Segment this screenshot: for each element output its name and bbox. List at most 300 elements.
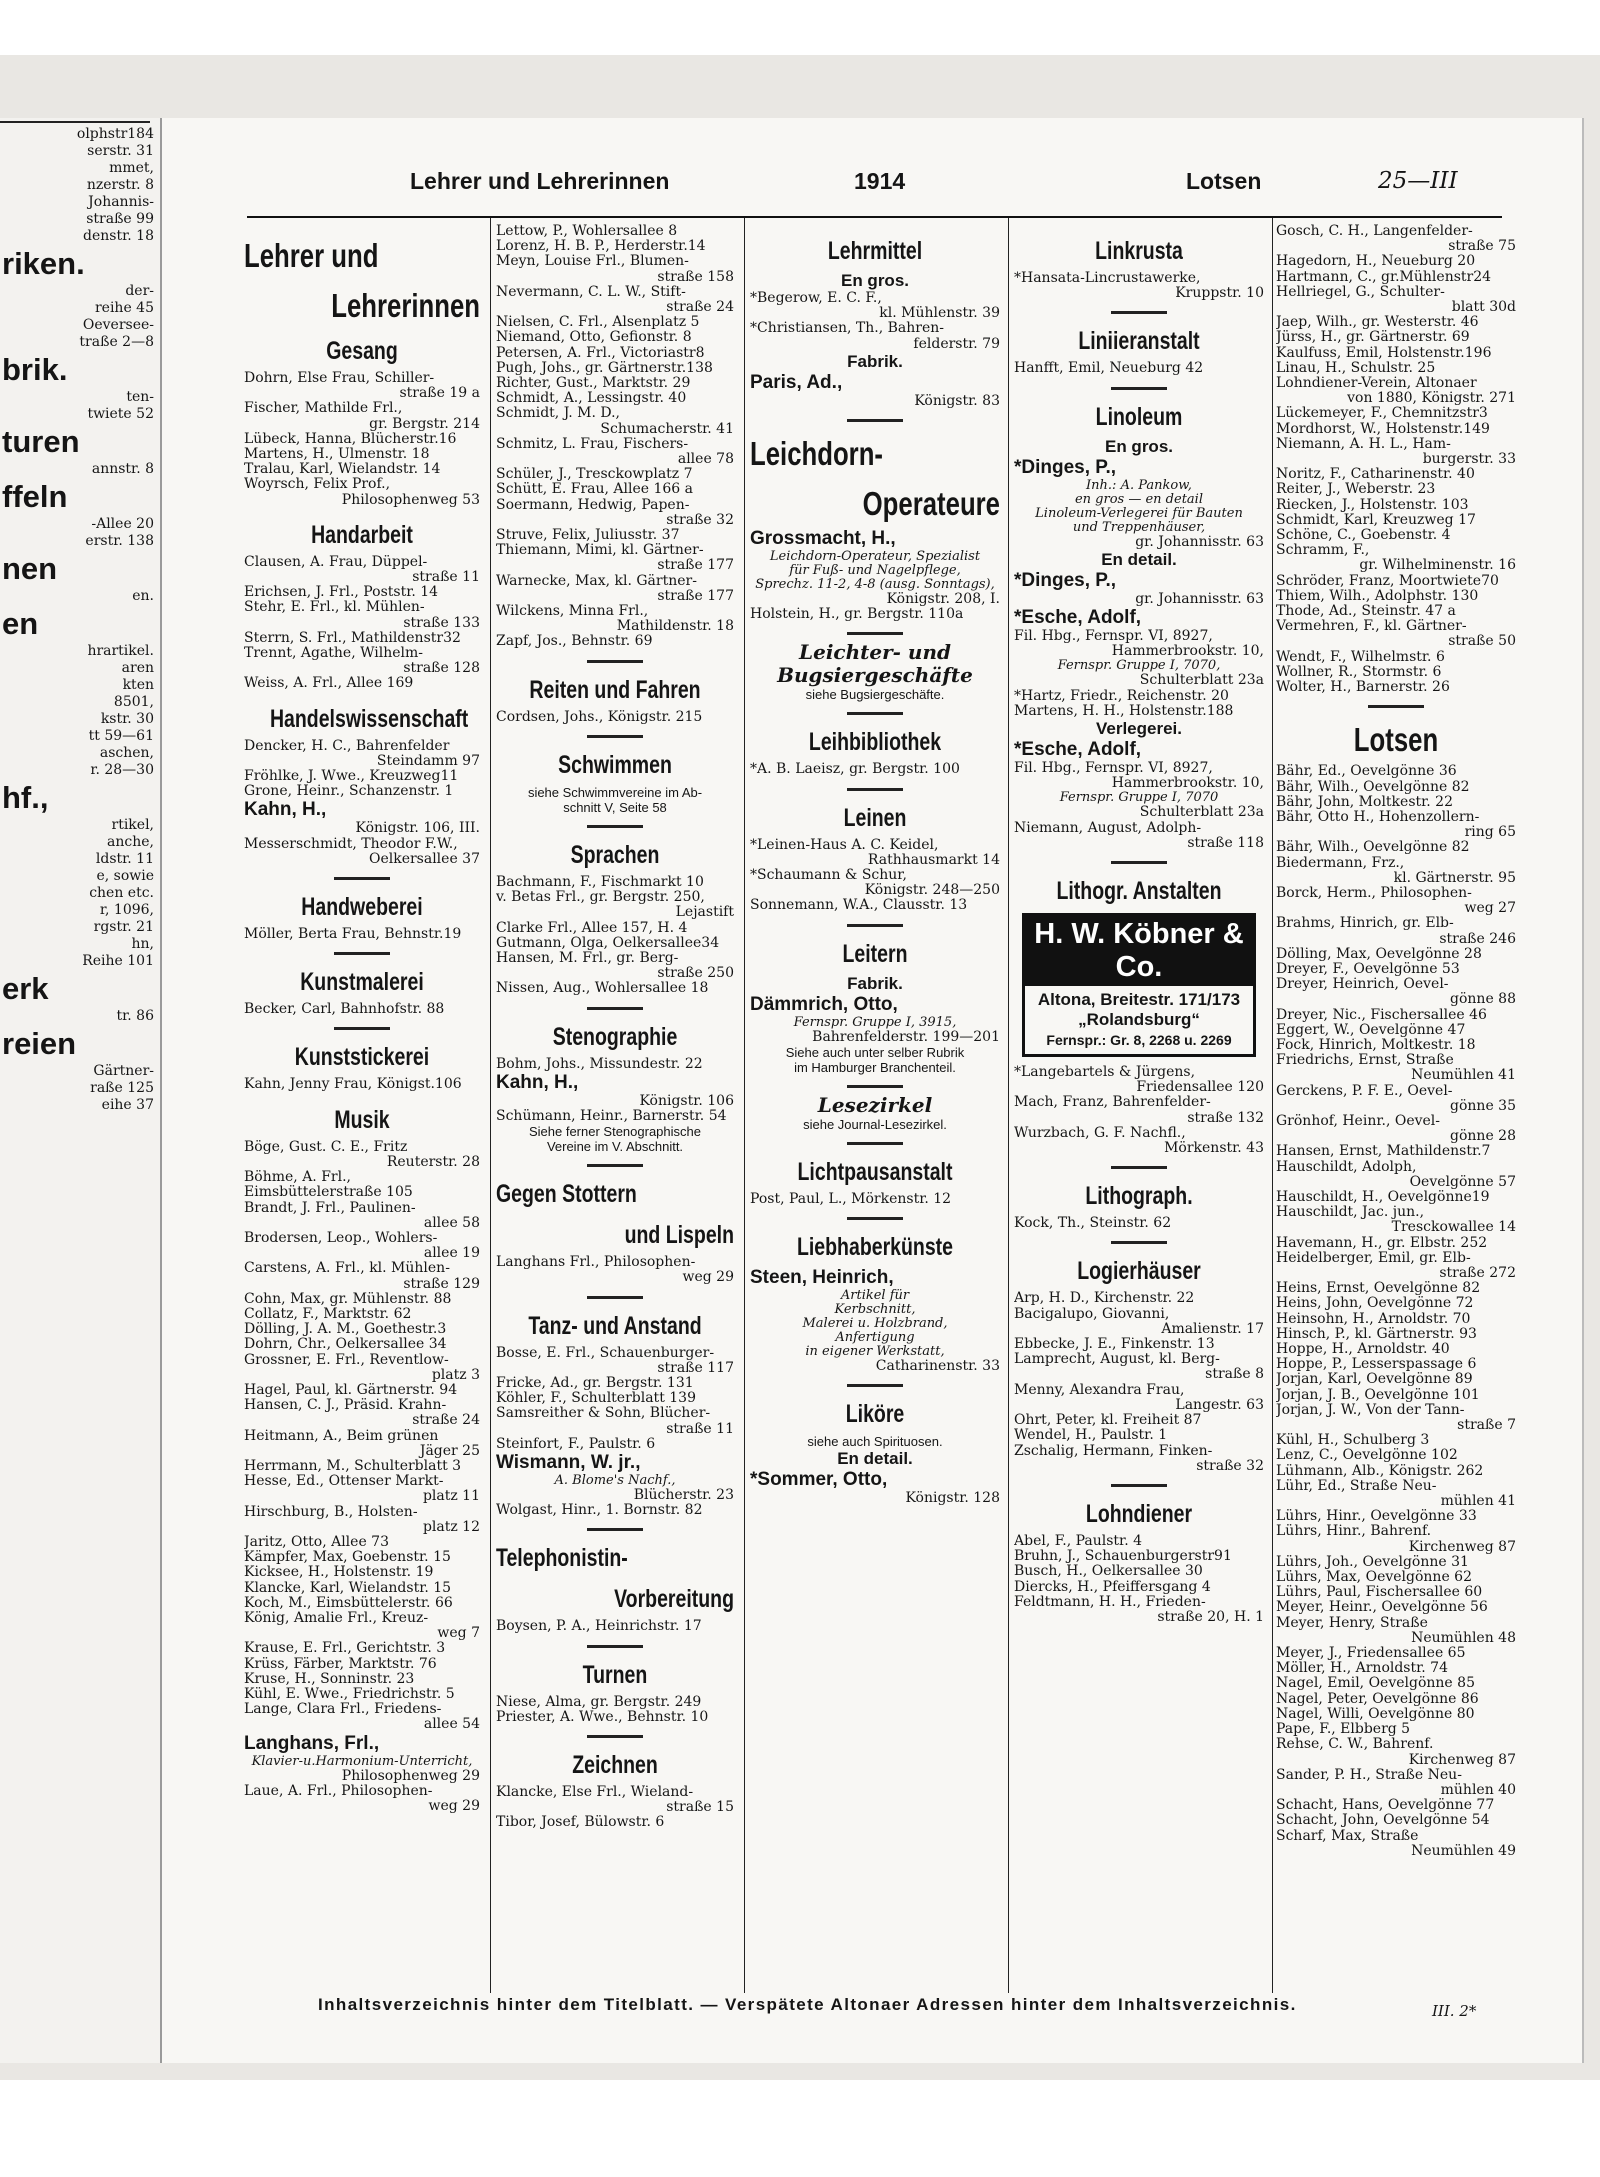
- cross-reference: siehe Bugsiergeschäfte.: [805, 687, 945, 703]
- featured-entry-name: Steen, Heinrich,: [750, 1267, 894, 1289]
- directory-entry: Sterrn, S. Frl., Mathildenstr32: [244, 629, 461, 646]
- section-heading: Handelswissenschaft: [269, 704, 469, 733]
- entry-address: allee 19: [423, 1245, 480, 1262]
- directory-entry: Bähr, Ed., Oevelgönne 36: [1276, 763, 1457, 780]
- directory-entry: Bähr, John, Moltkestr. 22: [1276, 793, 1453, 810]
- entry-address: Blücherstr. 23: [633, 1486, 734, 1503]
- ad-address: Altona, Breitestr. 171/173: [1037, 990, 1241, 1010]
- directory-entry: Kruse, H., Sonninstr. 23: [244, 1670, 415, 1687]
- fragment-line: annstr. 8: [91, 461, 154, 477]
- fragment-heading: reien: [2, 1026, 77, 1061]
- directory-entry: Herrmann, M., Schulterblatt 3: [244, 1457, 462, 1474]
- directory-entry: Schütt, E. Frau, Allee 166 a: [496, 481, 694, 498]
- directory-entry: Hesse, Ed., Ottenser Markt-: [244, 1473, 444, 1490]
- directory-entry: Kaulfuss, Emil, Holstenstr.196: [1276, 344, 1492, 361]
- section-separator: [1111, 1241, 1167, 1244]
- entry-address: straße 7: [1457, 1417, 1516, 1434]
- section-separator: [587, 660, 643, 663]
- entry-address: Catharinenstr. 33: [875, 1358, 1000, 1375]
- fragment-line: aschen,: [99, 745, 154, 761]
- directory-entry: Hansen, Ernst, Mathildenstr.7: [1276, 1143, 1491, 1160]
- section-heading: und Lispeln: [624, 1221, 734, 1250]
- directory-entry: Bähr, Wilh., Oevelgönne 82: [1276, 839, 1470, 856]
- entry-address: Philosophenweg 53: [341, 491, 480, 508]
- directory-entry: Grossner, E. Frl., Reventlow-: [244, 1351, 449, 1368]
- directory-entry: Niemand, Otto, Gefionstr. 8: [496, 329, 692, 346]
- directory-entry: Martens, H. H., Holstenstr.188: [1014, 702, 1234, 719]
- section-heading: Tanz- und Anstand: [528, 1311, 702, 1340]
- cross-reference: im Hamburger Branchenteil.: [794, 1059, 956, 1075]
- directory-entry: Rehse, C. W., Bahrenf.: [1276, 1736, 1434, 1753]
- section-separator: [847, 632, 903, 635]
- directory-entry: Wilckens, Minna Frl.,: [496, 603, 649, 620]
- directory-entry: Meyer, Heinr., Oevelgönne 56: [1276, 1599, 1488, 1616]
- entry-description: Sprechz. 11-2, 4-8 (ausg. Sonntags),: [755, 577, 995, 593]
- entry-address: straße 128: [403, 660, 480, 677]
- fragment-heading: ffeln: [2, 479, 68, 514]
- featured-entry-name: Paris, Ad.,: [750, 371, 843, 393]
- entry-address: straße 158: [657, 268, 734, 285]
- directory-entry: Heitmann, A., Beim grünen: [244, 1427, 439, 1444]
- directory-entry: Niese, Alma, gr. Bergstr. 249: [496, 1693, 702, 1710]
- directory-entry: Lührs, Joh., Oevelgönne 31: [1276, 1553, 1469, 1570]
- directory-entry: Petersen, A. Frl., Victoriastr8: [496, 344, 705, 361]
- featured-entry-name: *Dinges, P.,: [1014, 456, 1117, 478]
- fragment-line: eihe 37: [101, 1097, 154, 1113]
- section-separator: [587, 735, 643, 738]
- section-heading: Sprachen: [570, 840, 660, 869]
- entry-address: Philosophenweg 29: [341, 1767, 480, 1784]
- entry-address: Tresckowallee 14: [1391, 1219, 1516, 1236]
- directory-entry: Hirschburg, B., Holsten-: [244, 1503, 418, 1520]
- directory-entry: Lohndiener-Verein, Altonaer: [1276, 375, 1477, 392]
- section-heading: Lehrmittel: [827, 237, 923, 265]
- section-heading: Reiten und Fahren: [529, 675, 701, 704]
- directory-entry: Post, Paul, L., Mörkenstr. 12: [750, 1190, 952, 1207]
- directory-entry: Bähr, Otto H., Hohenzollern-: [1276, 808, 1480, 825]
- section-heading: Vorbereitung: [614, 1585, 734, 1614]
- directory-entry: Jorjan, J. W., Von der Tann-: [1276, 1401, 1465, 1418]
- section-heading: Telephonistin-: [496, 1544, 628, 1573]
- directory-entry: Böge, Gust. C. E., Fritz: [244, 1138, 408, 1155]
- entry-address: straße 50: [1448, 633, 1516, 650]
- directory-entry: Hoppe, P., Lesserspassage 6: [1276, 1356, 1477, 1373]
- entry-description: Klavier-u.Harmonium-Unterricht,: [251, 1753, 473, 1769]
- subsection-label: En gros.: [1104, 436, 1173, 456]
- directory-entry: Hansen, M. Frl., gr. Berg-: [496, 949, 679, 966]
- fragment-heading: nen: [2, 551, 58, 586]
- featured-entry-name: Langhans, Frl.,: [244, 1732, 380, 1754]
- directory-entry: Lühr, Ed., Straße Neu-: [1276, 1477, 1437, 1494]
- directory-entry: *Hartz, Friedr., Reichenstr. 20: [1014, 687, 1229, 704]
- section-heading: Lichtpausanstalt: [797, 1157, 953, 1186]
- directory-entry: *Leinen-Haus A. C. Keidel,: [750, 836, 939, 853]
- directory-entry: Nielsen, C. Frl., Alsenplatz 5: [496, 314, 700, 331]
- fragment-line: rgstr. 21: [93, 919, 154, 935]
- cross-reference: Siehe ferner Stenographische: [528, 1124, 701, 1140]
- entry-address: Steindamm 97: [376, 752, 480, 769]
- directory-entry: Wendel, H., Paulstr. 1: [1014, 1427, 1168, 1444]
- directory-entry: Menny, Alexandra Frau,: [1014, 1381, 1185, 1398]
- section-heading: Linoleum: [1095, 402, 1183, 431]
- featured-entry-name: *Esche, Adolf,: [1014, 607, 1142, 629]
- directory-entry: Brodersen, Leop., Wohlers-: [244, 1229, 438, 1246]
- directory-entry: Kühl, E. Wwe., Friedrichstr. 5: [244, 1686, 455, 1702]
- directory-entry: Lettow, P., Wohlersallee 8: [496, 224, 678, 239]
- directory-entry: Gerckens, P. F. E., Oevel-: [1276, 1082, 1453, 1099]
- directory-entry: Schmidt, A., Lessingstr. 40: [496, 390, 687, 407]
- fragment-heading: turen: [2, 424, 80, 459]
- fragment-rule: [0, 121, 150, 123]
- section-separator: [587, 1645, 643, 1648]
- fragment-line: en.: [132, 588, 154, 604]
- subsection-label: En gros.: [840, 271, 909, 290]
- section-heading: Stenographie: [552, 1022, 678, 1051]
- section-heading: Lithograph.: [1085, 1182, 1193, 1211]
- section-heading: Gesang: [326, 337, 398, 365]
- directory-entry: Hansen, C. J., Präsid. Krahn-: [244, 1397, 447, 1414]
- fragment-line: kstr. 30: [100, 711, 154, 727]
- directory-entry: Lenz, C., Oevelgönne 102: [1276, 1447, 1458, 1464]
- featured-entry-name: Dämmrich, Otto,: [750, 993, 898, 1015]
- entry-address: felderstr. 79: [913, 335, 1000, 352]
- featured-entry-name: Kahn, H.,: [244, 799, 327, 821]
- directory-entry: Zapf, Jos., Behnstr. 69: [496, 633, 653, 650]
- directory-entry: Struve, Felix, Juliusstr. 37: [496, 527, 680, 544]
- directory-entry: Dreyer, Nic., Fischersallee 46: [1276, 1006, 1487, 1023]
- directory-entry: Lührs, Hinr., Bahrenf.: [1276, 1523, 1432, 1540]
- directory-entry: Fröhlke, J. Wwe., Kreuzweg11: [244, 768, 459, 785]
- fragment-line: chen etc.: [89, 885, 154, 901]
- directory-entry: Jaritz, Otto, Allee 73: [244, 1533, 389, 1550]
- fragment-line: hn,: [131, 936, 154, 952]
- column-1: [244, 224, 480, 1992]
- section-separator: [587, 1296, 643, 1299]
- section-heading: Handweberei: [301, 893, 423, 922]
- directory-entry: Bohm, Johs., Missundestr. 22: [496, 1055, 703, 1072]
- page-header: [248, 168, 1498, 198]
- entry-address: allee 78: [677, 451, 734, 468]
- directory-entry: Woyrsch, Felix Prof.,: [244, 476, 391, 493]
- section-heading: Handarbeit: [311, 520, 413, 549]
- entry-address: straße 8: [1205, 1366, 1264, 1383]
- header-year: 1914: [854, 168, 906, 194]
- entry-address: Kruppstr. 10: [1175, 285, 1264, 302]
- entry-address: Hammerbrookstr. 10,: [1111, 775, 1264, 792]
- advertisement-box: [1022, 913, 1256, 1057]
- column-3: [750, 224, 1000, 1992]
- directory-entry: Arp, H. D., Kirchenstr. 22: [1014, 1290, 1195, 1307]
- directory-entry: Brahms, Hinrich, gr. Elb-: [1276, 915, 1454, 932]
- directory-entry: Wollner, R., Stormstr. 6: [1276, 663, 1442, 680]
- header-rule: [247, 216, 1502, 218]
- featured-entry-name: *Dinges, P.,: [1014, 569, 1117, 591]
- fragment-line: erstr. 138: [85, 533, 154, 549]
- fragment-line: serstr. 31: [87, 143, 154, 159]
- directory-entry: Carstens, A. Frl., kl. Mühlen-: [244, 1260, 450, 1277]
- fragment-line: traße 2—8: [79, 334, 154, 350]
- directory-entry: Messerschmidt, Theodor F.W.,: [244, 835, 458, 852]
- entry-description: Inh.: A. Pankow,: [1086, 477, 1192, 493]
- section-separator: [587, 825, 643, 828]
- directory-entry: Dölling, J. A. M., Goethestr.3: [244, 1321, 447, 1338]
- entry-address: gr. Bergstr. 214: [369, 415, 480, 432]
- directory-entry: Wolter, H., Barnerstr. 26: [1276, 679, 1450, 696]
- entry-address: straße 272: [1439, 1265, 1516, 1281]
- directory-entry: Lührs, Paul, Fischersallee 60: [1276, 1584, 1483, 1601]
- entry-address: straße 24: [666, 299, 734, 316]
- entry-description: Leichdorn-Operateur, Spezialist: [769, 549, 981, 565]
- entry-address: straße 177: [657, 557, 734, 574]
- cross-reference: siehe Schwimmvereine im Ab-: [527, 784, 703, 800]
- section-separator: [1111, 311, 1167, 314]
- entry-address: Oevelgönne 57: [1409, 1173, 1516, 1190]
- fragment-heading: hf.,: [2, 780, 49, 815]
- directory-entry: Dencker, H. C., Bahrenfelder: [244, 737, 450, 754]
- entry-address: weg 27: [1464, 900, 1516, 917]
- directory-entry: *Hansata-Lincrustawerke,: [1014, 270, 1201, 286]
- entry-description: Fernspr. Gruppe I, 7070: [1059, 790, 1219, 806]
- directory-entry: Scharf, Max, Straße: [1276, 1827, 1419, 1844]
- directory-entry: Lührs, Hinr., Oevelgönne 33: [1276, 1508, 1477, 1525]
- directory-entry: Dohrn, Else Frau, Schiller-: [244, 370, 435, 386]
- section-heading: Zeichnen: [572, 1750, 658, 1779]
- directory-entry: Hagedorn, H., Neueburg 20: [1276, 253, 1476, 270]
- section-heading: Kunstmalerei: [300, 968, 424, 997]
- fragment-line: reihe 45: [94, 300, 154, 316]
- directory-entry: Böhme, A. Frl., Eimsbüttelerstraße 105: [244, 1169, 413, 1201]
- directory-entry: Tibor, Josef, Bülowstr. 6: [496, 1814, 665, 1831]
- entry-address: Langestr. 63: [1175, 1396, 1264, 1413]
- entry-address: straße 133: [403, 614, 480, 631]
- fragment-line: Oeversee-: [82, 317, 154, 333]
- directory-entry: Kühl, H., Schulberg 3: [1276, 1432, 1430, 1449]
- directory-entry: Clausen, A. Frau, Düppel-: [244, 553, 428, 570]
- section-heading: Lehrer und: [244, 237, 379, 274]
- entry-address: Oelkersallee 37: [368, 850, 480, 867]
- entry-address: Neumühlen 49: [1411, 1842, 1516, 1859]
- directory-entry: Riecken, J., Holstenstr. 103: [1276, 496, 1469, 513]
- section-heading: Leihbibliothek: [808, 728, 942, 757]
- entry-address: straße 24: [412, 1412, 480, 1429]
- featured-entry-name: Grossmacht, H.,: [750, 528, 896, 550]
- fragment-line: tt 59—61: [88, 728, 154, 744]
- fragment-line: nzerstr. 8: [86, 177, 154, 193]
- directory-entry: Schramm, F.,: [1276, 542, 1370, 559]
- cross-reference: Vereine im V. Abschnitt.: [546, 1139, 684, 1155]
- featured-entry-name: *Esche, Adolf,: [1014, 739, 1142, 761]
- directory-entry: Nagel, Willi, Oevelgönne 80: [1276, 1705, 1475, 1722]
- entry-address: platz 11: [422, 1488, 480, 1505]
- directory-entry: Thiem, Wilh., Adolphstr. 130: [1276, 587, 1479, 604]
- section-separator: [847, 1384, 903, 1387]
- entry-address: straße 132: [1187, 1109, 1264, 1126]
- fragment-line: hrartikel.: [87, 643, 154, 659]
- directory-entry: Dölling, Max, Oevelgönne 28: [1276, 945, 1482, 962]
- directory-entry: Kock, Th., Steinstr. 62: [1014, 1215, 1172, 1232]
- directory-entry: Niemann, August, Adolph-: [1014, 819, 1202, 836]
- section-separator: [1111, 861, 1167, 864]
- entry-description: in eigener Werkstatt,: [805, 1344, 945, 1360]
- directory-entry: Hellriegel, G., Schulter-: [1276, 283, 1445, 300]
- directory-entry: Bruhn, J., Schauenburgerstr91: [1014, 1548, 1232, 1565]
- directory-entry: Lange, Clara Frl., Friedens-: [244, 1701, 442, 1718]
- entry-address: Rathhausmarkt 14: [867, 851, 1000, 868]
- directory-entry: Diercks, H., Pfeiffersgang 4: [1014, 1578, 1211, 1595]
- entry-address: Mörkenstr. 43: [1164, 1140, 1264, 1157]
- column-divider: [1272, 218, 1273, 1993]
- featured-entry-name: Wismann, W. jr.,: [496, 1451, 641, 1473]
- directory-entry: Heins, Ernst, Oevelgönne 82: [1276, 1280, 1481, 1297]
- entry-address: Königstr. 106: [639, 1092, 734, 1109]
- directory-entry: Jürss, H., gr. Gärtnerstr. 69: [1276, 329, 1470, 346]
- entry-address: straße 177: [657, 587, 734, 604]
- column-divider: [490, 218, 491, 1993]
- directory-entry: Hauschildt, Jac. jun.,: [1276, 1204, 1425, 1221]
- entry-address: straße 118: [1187, 834, 1264, 851]
- section-heading: Lithogr. Anstalten: [1056, 877, 1222, 906]
- section-separator: [334, 877, 390, 880]
- directory-entry: Klancke, Karl, Wielandstr. 15: [244, 1579, 452, 1596]
- subsection-label: En detail.: [837, 1449, 913, 1469]
- section-heading: Leitern: [842, 939, 908, 968]
- fragment-line: r, 1096,: [99, 902, 154, 918]
- directory-entry: *Langebartels & Jürgens,: [1014, 1064, 1196, 1081]
- directory-entry: Meyer, J., Friedensallee 65: [1276, 1645, 1466, 1662]
- entry-address: allee 58: [423, 1214, 480, 1231]
- directory-entry: *Christiansen, Th., Bahren-: [750, 320, 945, 337]
- featured-entry-name: Kahn, H.,: [496, 1071, 579, 1093]
- directory-entry: Warnecke, Max, kl. Gärtner-: [496, 572, 697, 589]
- directory-entry: Dohrn, Chr., Oelkersallee 34: [244, 1336, 447, 1353]
- entry-address: Neumühlen 41: [1411, 1067, 1516, 1084]
- fragment-line: tr. 86: [116, 1008, 154, 1024]
- section-heading: Schwimmen: [558, 750, 672, 779]
- directory-entry: Schröder, Franz, Moortwiete70: [1276, 572, 1499, 589]
- section-heading: Liebhaberkünste: [796, 1233, 954, 1262]
- section-separator: [1111, 1166, 1167, 1169]
- directory-entry: Dreyer, F., Oevelgönne 53: [1276, 960, 1460, 977]
- directory-entry: Hartmann, C., gr.Mühlenstr24: [1276, 268, 1492, 285]
- section-separator: [587, 1528, 643, 1531]
- cross-reference: schnitt V, Seite 58: [563, 799, 667, 815]
- column-divider: [744, 218, 745, 1993]
- entry-address: Neumühlen 48: [1411, 1629, 1516, 1646]
- column-2: [496, 224, 734, 1992]
- directory-entry: Schüler, J., Tresckowplatz 7: [496, 466, 693, 483]
- entry-address: Königstr. 128: [905, 1490, 1000, 1507]
- entry-address: gr. Johannisstr. 63: [1135, 590, 1264, 607]
- fragment-heading: erk: [2, 971, 49, 1006]
- entry-address: weg 29: [682, 1269, 734, 1286]
- directory-entry: Schöne, C., Goebenstr. 4: [1276, 527, 1451, 544]
- entry-address: blatt 30d: [1451, 299, 1516, 316]
- cross-reference: Siehe auch unter selber Rubrik: [785, 1044, 965, 1060]
- directory-entry: Fischer, Mathilde Frl.,: [244, 400, 403, 417]
- directory-entry: Hanfft, Emil, Neueburg 42: [1014, 360, 1204, 377]
- directory-entry: Gutmann, Olga, Oelkersallee34: [496, 934, 720, 951]
- section-separator: [847, 712, 903, 715]
- section-separator: [587, 1735, 643, 1738]
- directory-entry: Collatz, F., Marktstr. 62: [244, 1305, 412, 1322]
- entry-address: von 1880, Königstr. 271: [1347, 390, 1516, 407]
- directory-entry: Holstein, H., gr. Bergstr. 110a: [750, 606, 964, 623]
- directory-entry: Gosch, C. H., Langenfelder-: [1276, 224, 1473, 239]
- entry-address: gr. Wilhelminenstr. 16: [1359, 557, 1516, 574]
- entry-address: Friedensallee 120: [1136, 1079, 1264, 1096]
- directory-entry: Thiemann, Mimi, kl. Gärtner-: [496, 542, 704, 559]
- entry-address: mühlen 40: [1440, 1781, 1516, 1798]
- entry-description: für Fuß- und Nagelpflege,: [789, 563, 961, 579]
- directory-entry: Lührs, Max, Oevelgönne 62: [1276, 1569, 1472, 1586]
- directory-entry: Feldtmann, H. H., Frieden-: [1014, 1593, 1206, 1610]
- section-heading: Linkrusta: [1095, 237, 1183, 265]
- entry-address: Lejastift: [675, 904, 734, 921]
- directory-entry: Dreyer, Heinrich, Oevel-: [1276, 976, 1449, 993]
- ad-company-name: H. W. Köbner & Co.: [1025, 916, 1253, 986]
- section-separator: [847, 1142, 903, 1145]
- entry-address: Königstr. 248—250: [864, 882, 1000, 899]
- directory-entry: Hauschildt, Adolph,: [1276, 1158, 1417, 1175]
- blackletter-heading: Leichter- und: [799, 640, 951, 665]
- entry-address: straße 129: [403, 1275, 480, 1292]
- fragment-heading: en: [2, 606, 39, 641]
- fragment-line: mmet,: [109, 160, 154, 176]
- entry-address: straße 11: [412, 569, 480, 586]
- directory-entry: Hauschildt, H., Oevelgönne19: [1276, 1188, 1490, 1205]
- directory-entry: Schacht, Hans, Oevelgönne 77: [1276, 1797, 1495, 1814]
- directory-entry: Nissen, Aug., Wohlersallee 18: [496, 980, 709, 997]
- fragment-line: olphstr184: [76, 126, 154, 142]
- directory-entry: Mach, Franz, Bahrenfelder-: [1014, 1094, 1211, 1111]
- entry-description: Anfertigung: [835, 1330, 915, 1346]
- fragment-line: -Allee 20: [91, 516, 154, 532]
- section-heading: Liniieranstalt: [1078, 327, 1200, 356]
- directory-entry: Cordsen, Johs., Königstr. 215: [496, 708, 703, 725]
- section-heading: Liköre: [845, 1400, 905, 1429]
- entry-address: straße 19 a: [399, 385, 480, 402]
- section-heading: Gegen Stottern: [496, 1180, 637, 1209]
- directory-entry: Koch, M., Eimsbüttelerstr. 66: [244, 1594, 453, 1611]
- directory-entry: Hagel, Paul, kl. Gärtnerstr. 94: [244, 1381, 458, 1398]
- section-separator: [847, 1085, 903, 1088]
- directory-entry: Steinfort, F., Paulstr. 6: [496, 1435, 656, 1452]
- footer-sheet-number: III. 2*: [1432, 2002, 1477, 2020]
- entry-address: Kirchenweg 87: [1408, 1538, 1516, 1555]
- directory-entry: Schmitz, L. Frau, Fischers-: [496, 435, 689, 452]
- directory-entry: Krause, E. Frl., Gerichtstr. 3: [244, 1640, 446, 1657]
- directory-entry: Weiss, A. Frl., Allee 169: [244, 675, 414, 692]
- directory-entry: Tralau, Karl, Wielandstr. 14: [244, 461, 441, 478]
- directory-entry: Abel, F., Paulstr. 4: [1014, 1532, 1143, 1549]
- entry-address: straße 246: [1439, 930, 1516, 947]
- entry-address: ring 65: [1464, 824, 1516, 841]
- directory-entry: Lorenz, H. B. P., Herderstr.14: [496, 238, 706, 255]
- directory-entry: Laue, A. Frl., Philosophen-: [244, 1782, 433, 1799]
- directory-entry: Klancke, Else Frl., Wieland-: [496, 1783, 694, 1800]
- directory-entry: Fil. Hbg., Fernspr. VI, 8927,: [1014, 760, 1213, 777]
- entry-address: straße 32: [1196, 1457, 1264, 1474]
- section-separator: [847, 924, 903, 927]
- fragment-line: e, sowie: [96, 868, 154, 884]
- directory-entry: Friedrichs, Ernst, Straße: [1276, 1052, 1454, 1069]
- section-separator: [587, 1007, 643, 1010]
- directory-entry: Cohn, Max, gr. Mühlenstr. 88: [244, 1290, 452, 1307]
- entry-address: Hammerbrookstr. 10,: [1111, 643, 1264, 660]
- entry-address: Kirchenweg 87: [1408, 1751, 1516, 1768]
- directory-entry: Trennt, Agathe, Wilhelm-: [244, 645, 424, 662]
- directory-entry: Martens, H., Ulmenstr. 18: [244, 446, 430, 463]
